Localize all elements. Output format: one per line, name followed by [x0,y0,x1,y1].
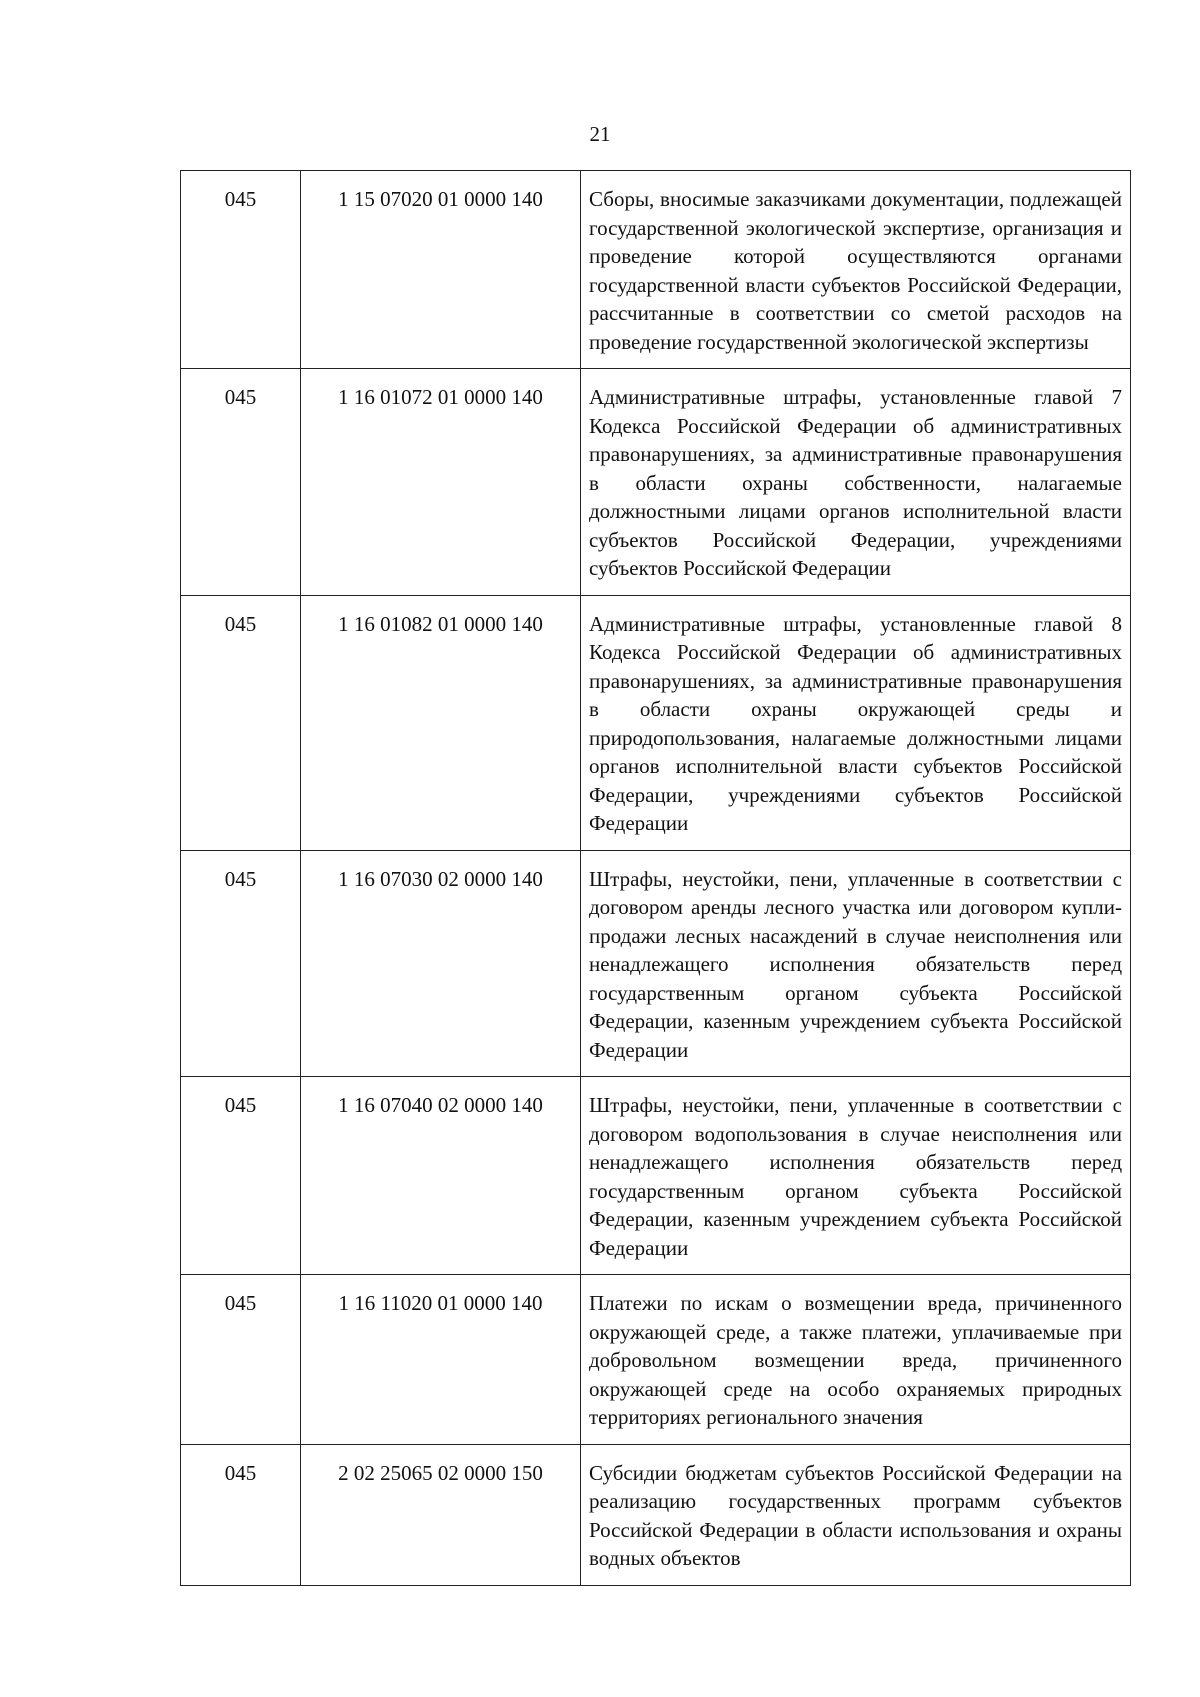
description-cell: Административные штрафы, установленные главой 7 Кодекса Российской Федерации об административных правонарушениях, за административные правонарушения в области охраны собственности, налагаемые должностными лицами органов исполнительной власти субъектов Российской Федерации, учреждениями субъектов Российской Федерации [581,369,1131,596]
admin-code-cell: 045 [181,595,301,850]
description-cell: Сборы, вносимые заказчиками документации, подлежащей государственной экологической экспертизе, организация и проведение которой осуществляются органами государственной власти субъектов Российской Федерации, рассчитанные в соответствии со сметой расходов на проведение государственной экологической экспертизы [581,171,1131,369]
description-cell: Платежи по искам о возмещении вреда, причиненного окружающей среде, а также платежи, уплачиваемые при добровольном возмещении вреда, причиненного окружающей среде на особо охраняемых природных территориях регионального значения [581,1275,1131,1445]
admin-code-cell: 045 [181,1275,301,1445]
page-number: 21 [589,122,611,146]
table-row [181,1077,1131,1275]
description-cell: Субсидии бюджетам субъектов Российской Федерации на реализацию государственных программ субъектов Российской Федерации в области использования и охраны водных объектов [581,1444,1131,1585]
table-row [181,1444,1131,1585]
description-cell: Штрафы, неустойки, пени, уплаченные в соответствии с договором водопользования в случае неисполнения или ненадлежащего исполнения обязательств перед государственным органом субъекта Российской Федерации, казенным учреждением субъекта Российской Федерации [581,1077,1131,1275]
budget-code-cell: 1 15 07020 01 0000 140 [301,171,581,369]
description-cell: Штрафы, неустойки, пени, уплаченные в соответствии с договором аренды лесного участка или договором купли-продажи лесных насаждений в случае неисполнения или ненадлежащего исполнения обязательств перед государственным органом субъекта Российской Федерации, казенным учреждением субъекта Российской Федерации [581,850,1131,1077]
table-row [181,850,1131,1077]
admin-code-cell: 045 [181,850,301,1077]
budget-code-cell: 1 16 01072 01 0000 140 [301,369,581,596]
admin-code-cell: 045 [181,369,301,596]
admin-code-cell: 045 [181,1077,301,1275]
budget-code-cell: 1 16 07040 02 0000 140 [301,1077,581,1275]
description-cell: Административные штрафы, установленные главой 8 Кодекса Российской Федерации об административных правонарушениях, за административные правонарушения в области охраны окружающей среды и природопользования, налагаемые должностными лицами органов исполнительной власти субъектов Российской Федерации, учреждениями субъектов Российской Федерации [581,595,1131,850]
table-row [181,1275,1131,1445]
admin-code-cell: 045 [181,171,301,369]
admin-code-cell: 045 [181,1444,301,1585]
table-row [181,595,1131,850]
budget-codes-table [180,170,1131,1586]
budget-code-cell: 1 16 11020 01 0000 140 [301,1275,581,1445]
budget-code-cell: 1 16 07030 02 0000 140 [301,850,581,1077]
table-row [181,369,1131,596]
budget-code-cell: 2 02 25065 02 0000 150 [301,1444,581,1585]
budget-code-cell: 1 16 01082 01 0000 140 [301,595,581,850]
table-row [181,171,1131,369]
